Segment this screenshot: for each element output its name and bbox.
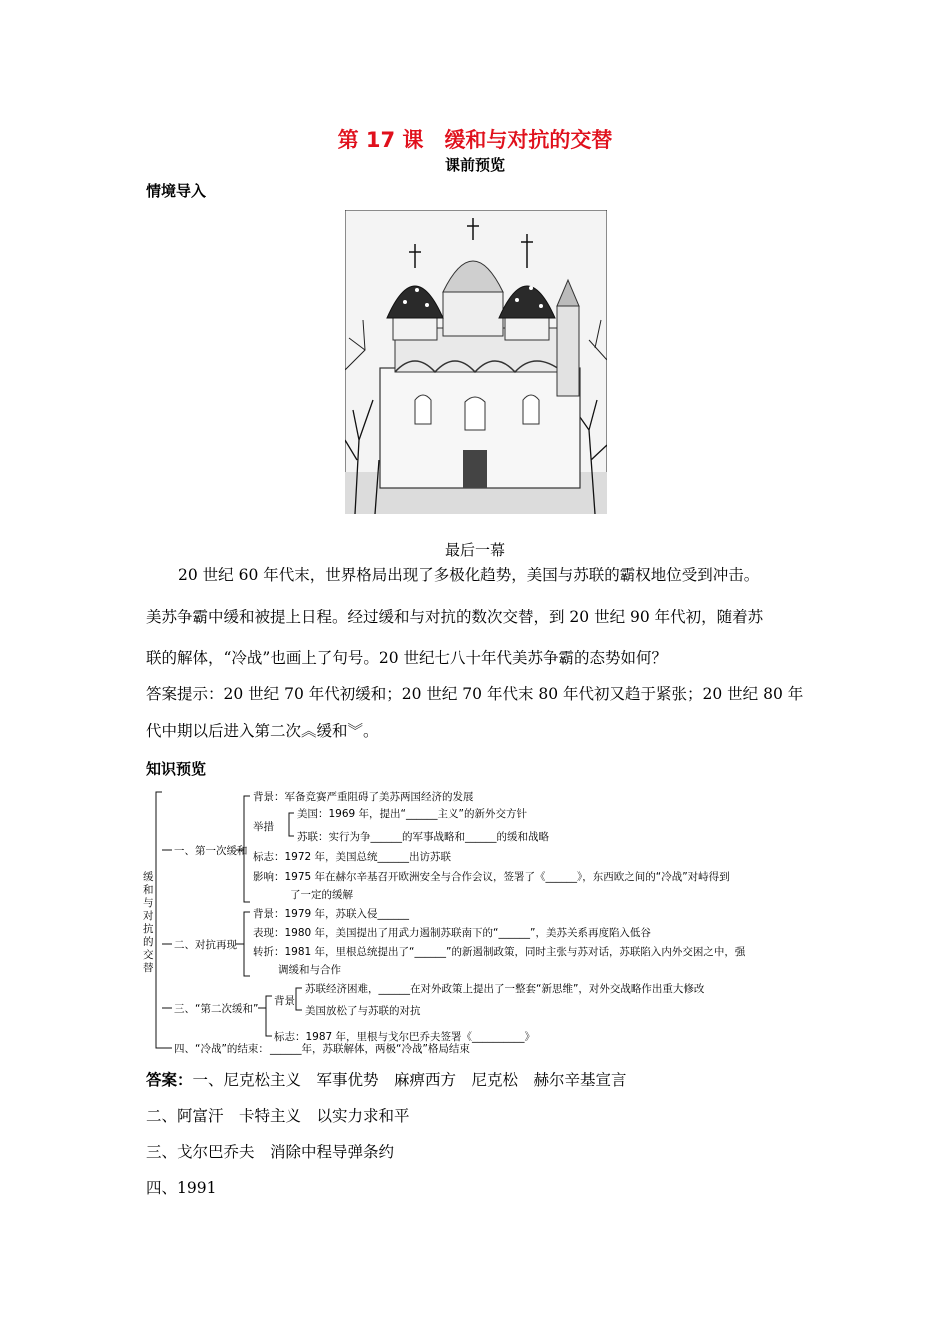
map-b4: ______年，苏联解体，两极“冷战”格局结束 xyxy=(270,1043,470,1055)
map-label-b2: 二、对抗再现 xyxy=(174,939,237,951)
hint-line-2: 代中期以后进入第二次︽缓和︾。 xyxy=(146,722,379,740)
map-label-b3: 三、“第二次缓和” xyxy=(174,1003,259,1015)
cathedral-photo xyxy=(345,210,607,514)
map-label-b4-title: 四、“冷战”的结束： xyxy=(174,1043,269,1055)
answer-line-1 xyxy=(146,1068,627,1090)
map-root-char: 的 xyxy=(143,936,154,948)
answer-label: 答案： xyxy=(146,1071,193,1089)
knowledge-mind-map xyxy=(140,786,830,1066)
answer-line-3: 三、戈尔巴乔夫 消除中程导弹条约 xyxy=(146,1143,395,1161)
map-b2-show: 表现：1980 年，美国提出了用武力遏制苏联南下的“______”，美苏关系再度陷入低谷 xyxy=(253,927,651,939)
map-root-char: 抗 xyxy=(143,923,154,935)
intro-heading: 情境导入 xyxy=(146,182,207,200)
map-b1-eff1: 影响：1975 年在赫尔辛基召开欧洲安全与合作会议，签署了《______》，东西欧之间的“冷战”对峙得到 xyxy=(253,871,730,883)
answer-line-2: 二、阿富汗 卡特主义 以实力求和平 xyxy=(146,1107,410,1125)
intro-line-3: 联的解体，“冷战”也画上了句号。20 世纪七八十年代美苏争霸的态势如何？ xyxy=(146,649,668,667)
lesson-title: 第 17 课 缓和与对抗的交替 xyxy=(337,128,613,152)
preview-heading: 知识预览 xyxy=(146,760,207,778)
intro-line-2: 美苏争霸中缓和被提上日程。经过缓和与对抗的数次交替，到 20 世纪 90 年代初，随着苏 xyxy=(146,608,764,626)
map-b1-su: 苏联：实行为争______的军事战略和______的缓和战略 xyxy=(297,831,549,843)
map-label-b1: 一、第一次缓和 xyxy=(174,845,248,857)
map-root-char: 对 xyxy=(143,910,154,922)
map-root-char: 缓 xyxy=(143,871,154,883)
map-b3-bg2: 美国放松了与苏联的对抗 xyxy=(305,1005,421,1017)
map-b2-turn2: 调缓和与合作 xyxy=(278,964,341,976)
map-b2-turn1: 转折：1981 年，里根总统提出了“______”的新遏制政策，同时主张与苏对话，苏联陷入内外交困之中，强 xyxy=(253,946,746,958)
answer-text-1: 一、尼克松主义 军事优势 麻痹西方 尼克松 赫尔辛基宣言 xyxy=(192,1071,627,1089)
section-subtitle: 课前预览 xyxy=(444,156,505,174)
map-b3-sign: 标志：1987 年，里根与戈尔巴乔夫签署《__________》 xyxy=(274,1031,536,1043)
map-b1-us: 美国：1969 年，提出“______主义”的新外交方针 xyxy=(297,808,527,820)
map-b2-bg: 背景：1979 年，苏联入侵______ xyxy=(253,908,410,920)
map-root-char: 和 xyxy=(143,884,154,896)
map-root-char: 替 xyxy=(143,962,154,974)
map-b1-eff2: 了一定的缓解 xyxy=(290,889,353,901)
map-root-vertical xyxy=(143,870,154,974)
hint-line-1: 答案提示：20 世纪 70 年代初缓和；20 世纪 70 年代末 80 年代初又趋于紧张；20 世纪 80 年 xyxy=(146,685,804,703)
map-b3-bg1: 苏联经济困难，______在对外政策上提出了一整套“新思维”，对外交战略作出重大修改 xyxy=(305,983,705,995)
map-root-char: 交 xyxy=(143,949,154,961)
map-b1-bg: 背景：军备竞赛严重阻碍了美苏两国经济的发展 xyxy=(253,791,474,803)
map-root-char: 与 xyxy=(143,897,154,909)
photo-caption: 最后一幕 xyxy=(444,541,505,559)
answer-line-4: 四、1991 xyxy=(146,1179,217,1197)
map-b1-cuoshi: 举措 xyxy=(253,821,274,833)
map-b3-beijing: 背景 xyxy=(274,995,295,1007)
map-b1-sign: 标志：1972 年，美国总统______出访苏联 xyxy=(253,851,452,863)
intro-line-1: 20 世纪 60 年代末，世界格局出现了多极化趋势，美国与苏联的霸权地位受到冲击。 xyxy=(178,566,760,584)
